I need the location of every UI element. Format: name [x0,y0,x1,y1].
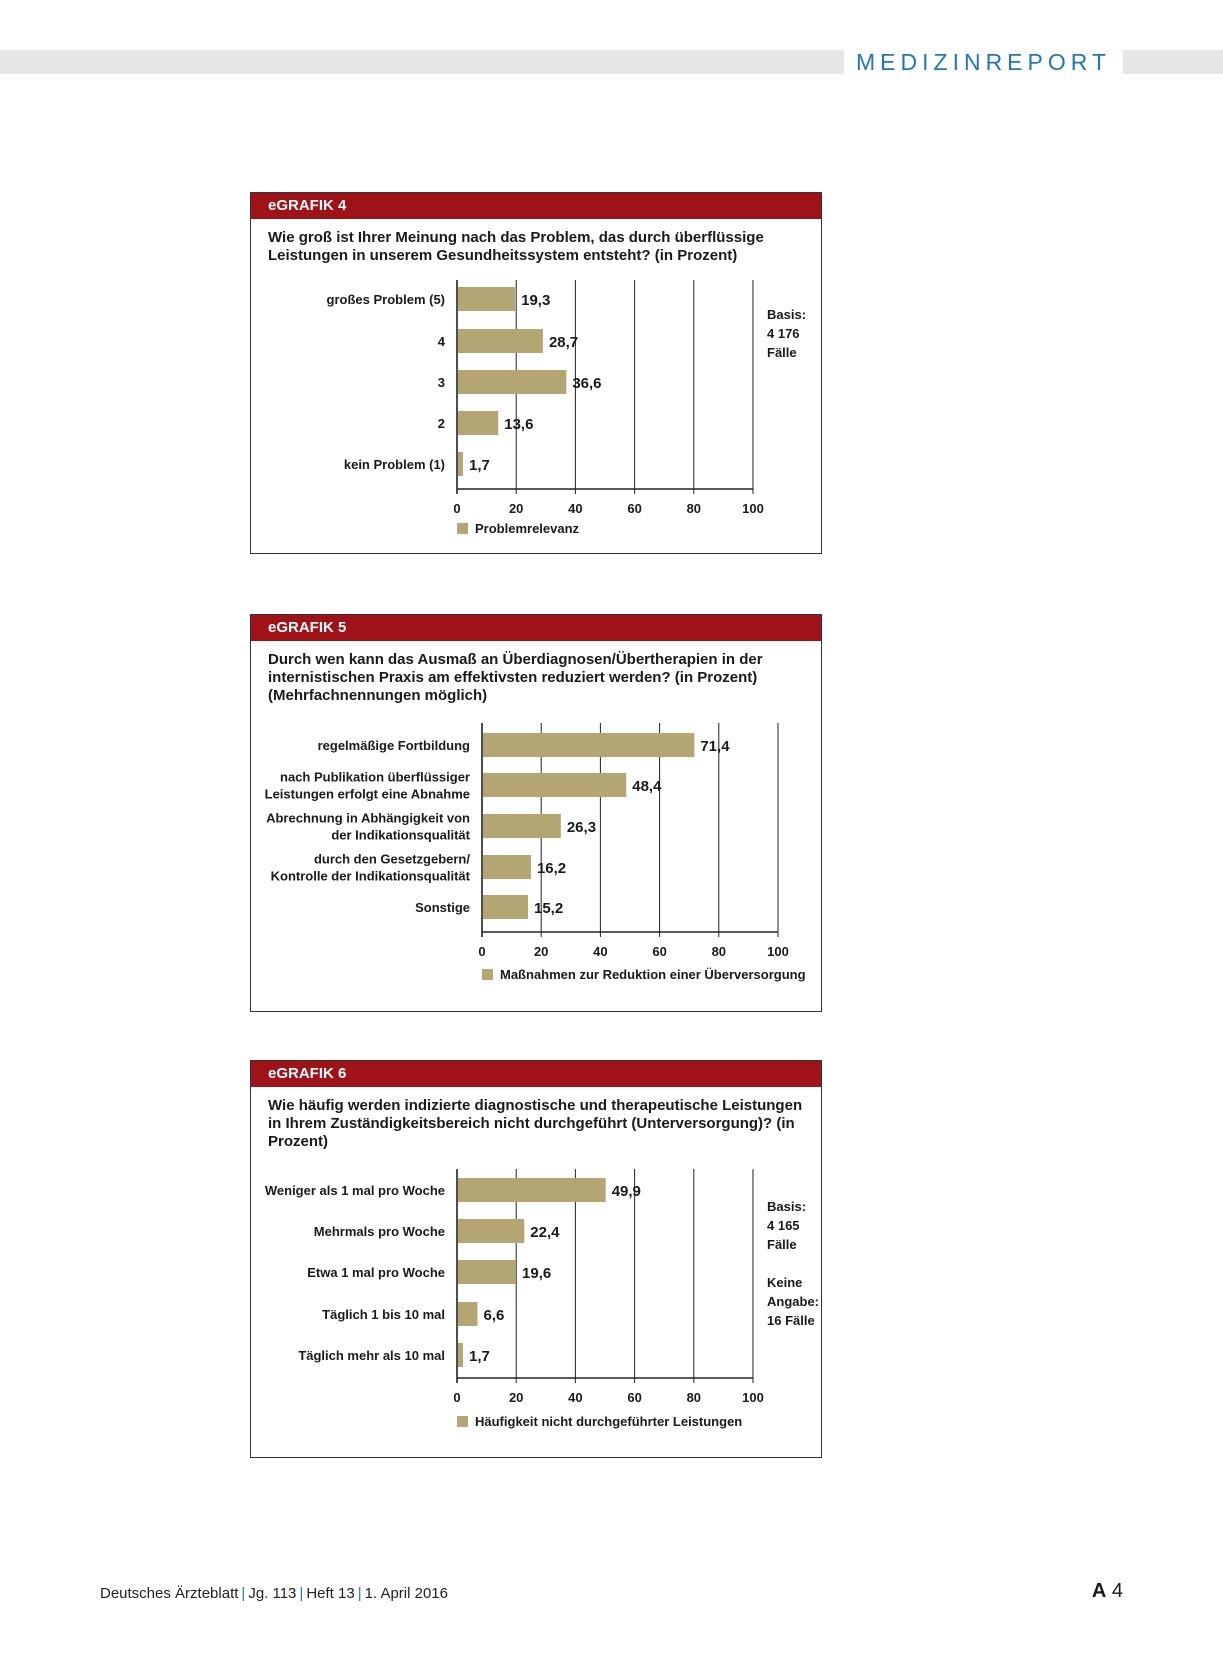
category-label: Kontrolle der Indikationsqualität [270,868,470,884]
x-tick-label: 20 [508,501,524,516]
category-label: kein Problem (1) [343,457,445,472]
legend-swatch [457,523,468,534]
chart-heading: eGRAFIK 4 [251,193,821,219]
category-label: Abrechnung in Abhängigkeit von [266,810,470,826]
value-label: 19,3 [521,292,551,309]
footer-date: 1. April 2016 [364,1585,448,1602]
bar-chart-measures [251,615,823,1013]
bar [458,370,566,394]
x-tick-label: 40 [568,1390,583,1405]
chart-panel-egrafik-5 [250,614,822,1012]
category-label: Etwa 1 mal pro Woche [307,1265,445,1280]
chart-question: Wie häufig werden indizierte diagnostische und therapeutische Leistungen in Ihrem Zuständigkeitsbereich nicht durchgeführt (Unterversorgung)? (in Prozent) [268,1097,803,1150]
category-label: Sonstige [415,900,470,915]
x-tick-label: 0 [478,944,486,959]
x-tick-label: 60 [627,1390,642,1405]
x-tick-label: 80 [711,944,727,959]
footer-volume: Jg. 113 [248,1585,297,1602]
x-tick-label: 80 [686,1390,702,1405]
x-tick-label: 40 [568,501,583,516]
category-label: nach Publikation überflüssiger [280,769,470,785]
legend-label: Häufigkeit nicht durchgeführter Leistungen [475,1414,743,1429]
category-label: regelmäßige Fortbildung [317,738,470,753]
value-label: 22,4 [530,1224,560,1241]
bar [483,773,626,797]
legend-swatch [457,1416,468,1427]
bar [458,1343,463,1367]
category-label: Täglich mehr als 10 mal [298,1348,445,1363]
chart-panel-egrafik-4 [250,192,822,554]
chart-question: Durch wen kann das Ausmaß an Überdiagnosen/Übertherapien in der internistischen Praxis am effektivsten reduziert werden? (in Prozent) (Mehrfachnennungen möglich) [268,651,763,704]
category-label: Weniger als 1 mal pro Woche [264,1183,445,1198]
section-label: MEDIZINREPORT [844,46,1123,78]
category-label: durch den Gesetzgebern/ [313,851,470,867]
basis-note: 4 165 [767,1218,800,1233]
bar [483,814,561,838]
basis-note: 16 Fälle [767,1313,815,1328]
value-label: 49,9 [611,1183,641,1200]
value-label: 28,7 [548,334,579,351]
category-label: Täglich 1 bis 10 mal [322,1307,445,1322]
x-tick-label: 20 [533,944,549,959]
chart-question: Wie groß ist Ihrer Meinung nach das Problem, das durch überflüssige Leistungen in unserem Gesundheitssystem entsteht? (in Prozent) [268,229,764,264]
footer-issue: Heft 13 [306,1585,355,1602]
value-label: 1,7 [469,1348,490,1365]
legend-swatch [482,969,493,980]
x-tick-label: 60 [652,944,667,959]
basis-note: 4 176 [767,326,800,341]
bar [483,733,694,757]
basis-note: Fälle [767,345,797,360]
x-tick-label: 100 [742,1390,764,1405]
legend-label: Problemrelevanz [475,521,580,536]
category-label: Leistungen erfolgt eine Abnahme [264,786,470,802]
category-label: 3 [437,375,445,390]
basis-note: Basis: [767,307,807,322]
x-tick-label: 100 [742,501,764,516]
chart-heading: eGRAFIK 5 [251,615,821,641]
bar [458,1260,516,1284]
bar [483,855,531,879]
x-tick-label: 0 [453,501,461,516]
basis-note: Basis: [767,1199,807,1214]
category-label: großes Problem (5) [326,292,445,307]
x-tick-label: 20 [508,1390,524,1405]
basis-note: Keine [767,1275,803,1290]
x-tick-label: 80 [686,501,702,516]
x-tick-label: 60 [627,501,642,516]
bar [458,287,515,311]
category-label: 2 [437,416,445,431]
bar-chart-undersupply [251,1061,823,1459]
basis-note: Angabe: [767,1294,819,1309]
value-label: 19,6 [522,1265,552,1282]
category-label: Mehrmals pro Woche [313,1224,445,1239]
bar [458,1302,478,1326]
value-label: 36,6 [572,375,602,392]
category-label: der Indikationsqualität [331,827,470,843]
x-tick-label: 40 [593,944,608,959]
footer-journal: Deutsches Ärzteblatt [100,1585,239,1602]
x-tick-label: 0 [453,1390,461,1405]
bar [458,411,498,435]
value-label: 71,4 [700,738,730,755]
chart-panel-egrafik-6 [250,1060,822,1458]
value-label: 15,2 [533,900,564,917]
value-label: 48,4 [632,778,662,795]
bar [458,1178,606,1202]
chart-heading: eGRAFIK 6 [251,1061,821,1087]
x-tick-label: 100 [767,944,789,959]
bar [483,895,528,919]
legend-label: Maßnahmen zur Reduktion einer Überversorgung [500,967,806,982]
page-number-value: 4 [1111,1580,1123,1602]
basis-note: Fälle [767,1237,797,1252]
page-number [1092,1580,1123,1603]
value-label: 16,2 [536,860,567,877]
bar [458,452,463,476]
bar-chart-problem-relevance [251,193,823,555]
category-label: 4 [437,334,445,349]
value-label: 26,3 [566,819,597,836]
page-prefix: A [1091,1580,1107,1602]
value-label: 6,6 [483,1307,505,1324]
value-label: 13,6 [504,416,534,433]
value-label: 1,7 [469,457,490,474]
bar [458,329,543,353]
footer-citation: Deutsches Ärzteblatt | Jg. 113 | Heft 13 | 1. April 2016 [100,1585,448,1602]
bar [458,1219,524,1243]
